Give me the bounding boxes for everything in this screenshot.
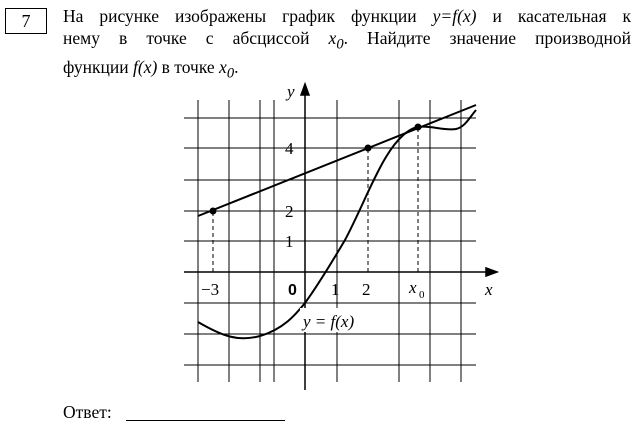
- x-axis-label: x: [485, 280, 493, 299]
- task-text-part: в точке: [157, 56, 220, 77]
- answer-label: Ответ:: [63, 402, 112, 422]
- y-tick-label-2: 2: [285, 202, 294, 221]
- x-tick-label-minus3: −3: [201, 280, 220, 299]
- y-axis-label: y: [287, 82, 295, 101]
- function-notation: y=f(x): [432, 6, 477, 26]
- x-tick-label-1: 1: [331, 280, 340, 299]
- tangent-point-left: [210, 208, 217, 215]
- task-text-part: и касательная к: [476, 6, 631, 26]
- x-tick-label-2: 2: [362, 280, 371, 299]
- x-tick-label-x0-sub: 0: [419, 289, 425, 301]
- point-var: x: [219, 56, 227, 77]
- function-notation: f(x): [133, 56, 158, 77]
- task-number: 7: [5, 8, 47, 34]
- task-text-part: . Найдите значение производной: [343, 28, 631, 48]
- task-text-part: .: [234, 56, 239, 77]
- y-tick-label-4: 4: [285, 139, 294, 158]
- y-tick-label-1: 1: [285, 232, 294, 251]
- answer-field[interactable]: [126, 420, 285, 421]
- task-text-part: На рисунке изображены график функции: [63, 6, 433, 26]
- origin-label: 0: [288, 282, 297, 299]
- x-axis-arrow: [486, 268, 497, 276]
- tangency-point: [415, 124, 422, 131]
- abscissa-sub: 0: [336, 36, 344, 53]
- x-tick-label-x0: x: [409, 278, 417, 297]
- guide-lines: [213, 128, 418, 272]
- y-axis-arrow: [301, 84, 309, 95]
- abscissa-var: x: [328, 28, 337, 48]
- task-text-part: нему в точке с абсциссой: [63, 28, 329, 48]
- point-sub: 0: [226, 65, 235, 81]
- curve-label: y = f(x): [303, 312, 355, 331]
- grid: [184, 100, 476, 382]
- tangent-point-mid: [365, 145, 372, 152]
- task-text-part: функции: [63, 56, 133, 77]
